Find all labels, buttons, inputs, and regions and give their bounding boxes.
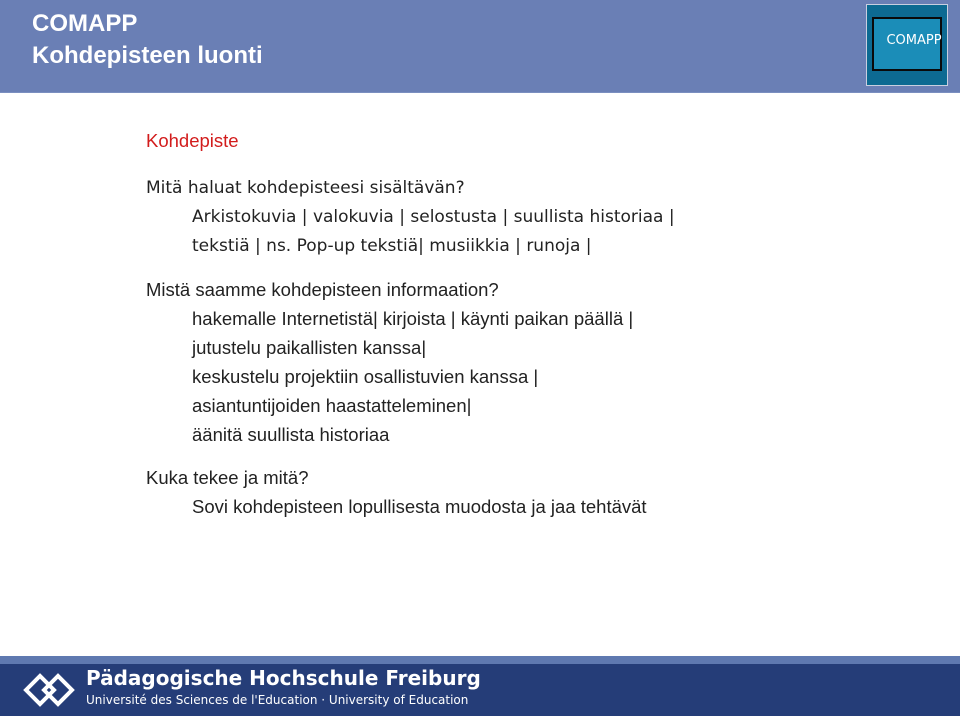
footer-strip <box>0 656 960 664</box>
comapp-logo <box>866 4 948 86</box>
q2-line-2: jutustelu paikallisten kanssa| <box>192 337 427 358</box>
question-2: Mistä saamme kohdepisteen informaation? <box>146 279 499 300</box>
logo-frame <box>872 17 942 71</box>
question-1: Mitä haluat kohdepisteesi sisältävän? <box>146 178 465 198</box>
q1-line-1: Arkistokuvia | valokuvia | selostusta | suullista historiaa | <box>192 207 675 227</box>
slide-content <box>146 126 940 521</box>
q3-line-1: Sovi kohdepisteen lopullisesta muodosta ja jaa tehtävät <box>192 496 647 517</box>
q1-line-2: tekstiä | ns. Pop-up tekstiä| musiikkia | runoja | <box>192 236 592 256</box>
footer-subtitle: Université des Sciences de l'Education · University of Education <box>86 693 469 707</box>
q2-line-4: asiantuntijoiden haastatteleminen| <box>192 395 472 416</box>
slide-header <box>0 0 960 93</box>
q2-line-3: keskustelu projektiin osallistuvien kanssa | <box>192 366 539 387</box>
q2-line-1: hakemalle Internetistä| kirjoista | käynti paikan päällä | <box>192 308 634 329</box>
section-heading: Kohdepiste <box>146 130 239 151</box>
footer-title: Pädagogische Hochschule Freiburg <box>86 666 481 690</box>
q2-line-5: äänitä suullista historiaa <box>192 424 390 445</box>
header-subtitle: Kohdepisteen luonti <box>32 42 263 69</box>
header-title: COMAPP <box>32 10 138 37</box>
logo-text: COMAPP <box>886 33 942 48</box>
slide-footer <box>0 656 960 716</box>
university-logo-icon <box>18 672 78 708</box>
question-3: Kuka tekee ja mitä? <box>146 467 309 488</box>
